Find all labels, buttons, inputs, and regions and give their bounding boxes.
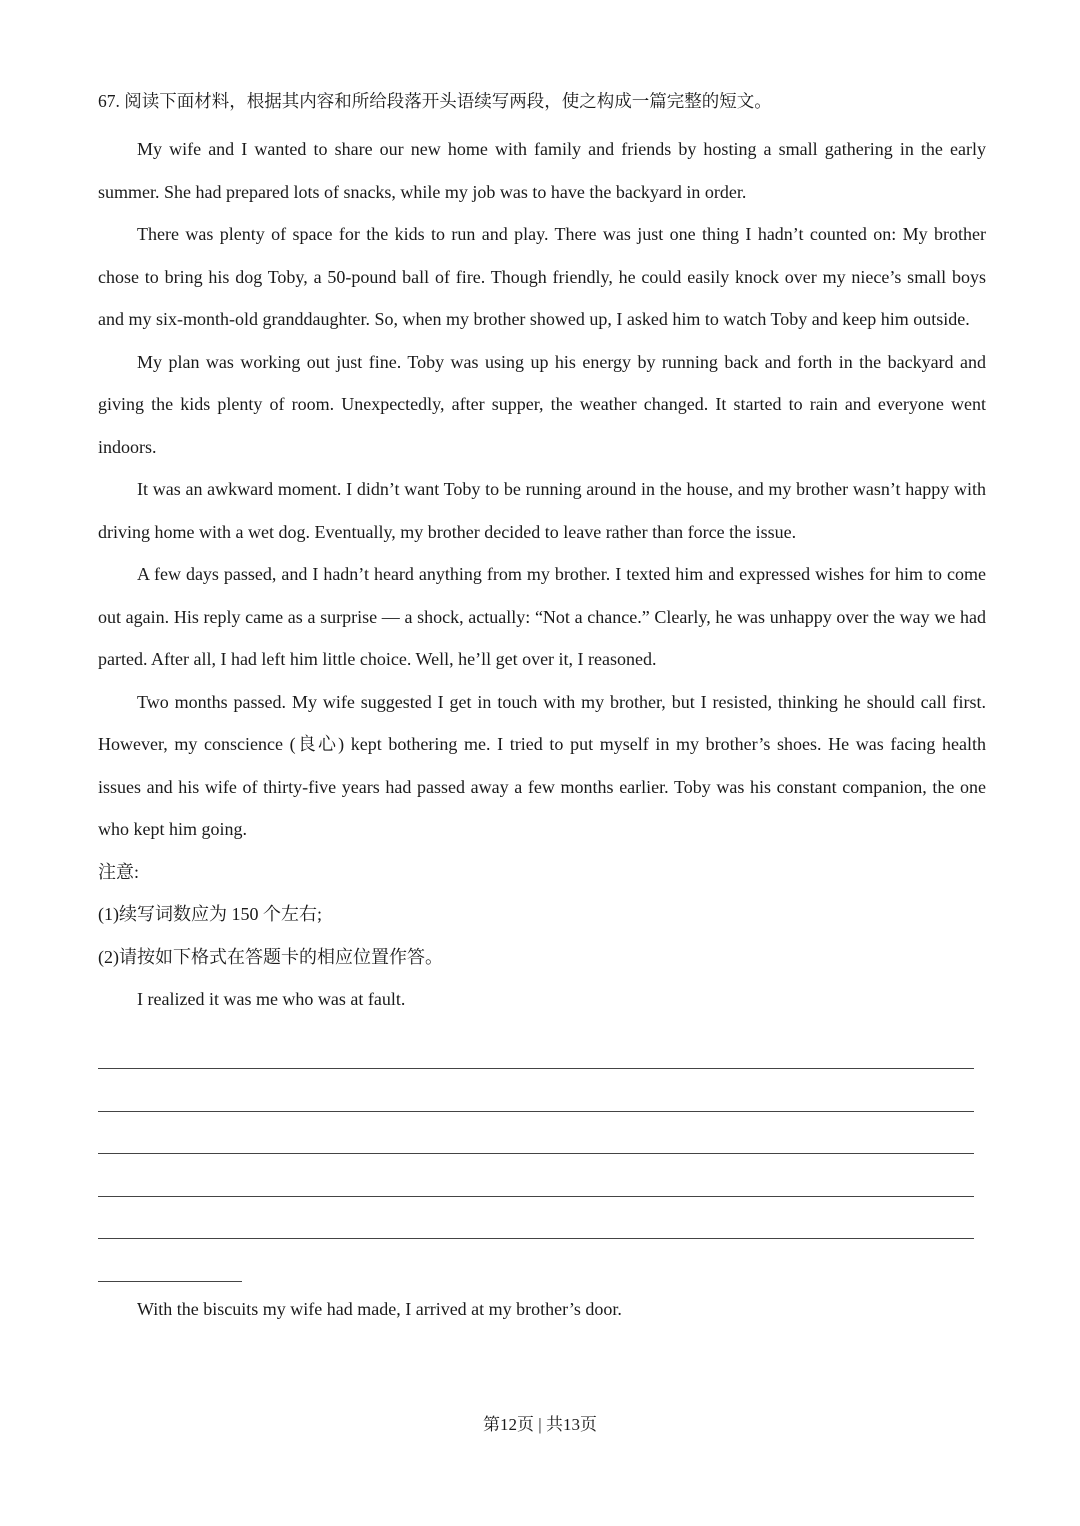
notes-title: 注意: <box>98 861 140 882</box>
passage-paragraph-1: My wife and I wanted to share our new home with family and friends by hosting a small gathering in the early summer. She had prepared lots of snacks, while my job was to have the backyard in order. <box>98 139 986 202</box>
passage-paragraph-2: There was plenty of space for the kids to run and play. There was just one thing I hadn’t counted on: My brother chose to bring his dog Toby, a 50-pound ball of fire. Though friendly, he could easily knock over my niece’s small boys and my six-month-old granddaughter. So, when my brother showed up, I asked him to watch Toby and keep him outside. <box>98 224 986 329</box>
answer-line[interactable] <box>98 1154 974 1197</box>
passage-paragraph-6: Two months passed. My wife suggested I get in touch with my brother, but I resisted, thinking he should call first. However, my conscience (良心) kept bothering me. I tried to put myself in my brother’s shoes. He was facing health issues and his wife of thirty-five years had passed away a few months earlier. Toby was his constant companion, the one who kept him going. <box>98 691 986 839</box>
continuation-prompt-1: I realized it was me who was at fault. <box>137 989 406 1009</box>
passage-paragraph-3: My plan was working out just fine. Toby was using up his energy by running back and forth in the backyard and giving the kids plenty of room. Unexpectedly, after supper, the weather changed. It started to rain and everyone went indoors. <box>98 351 986 457</box>
answer-line[interactable] <box>98 1112 974 1155</box>
answer-line[interactable] <box>98 1069 974 1112</box>
continuation-prompt-2: With the biscuits my wife had made, I arrived at my brother’s door. <box>137 1298 622 1319</box>
answer-lines <box>98 1027 986 1282</box>
note-item-1: (1)续写词数应为 150 个左右; <box>98 904 322 924</box>
passage-paragraph-5: A few days passed, and I hadn’t heard anything from my brother. I texted him and expressed wishes for him to come out again. His reply came as a surprise — a shock, actually: “Not a chance.” Clearly, he was unhappy over the way we had parted. After all, I had left him little choice. Well, he’ll get over it, I reasoned. <box>98 564 986 669</box>
note-item-2: (2)请按如下格式在答题卡的相应位置作答。 <box>98 946 443 967</box>
page-footer: 第12页 | 共13页 <box>483 1415 597 1434</box>
answer-line[interactable] <box>98 1197 974 1240</box>
answer-line[interactable] <box>98 1027 974 1070</box>
question-title: 67. 阅读下面材料，根据其内容和所给段落开头语续写两段，使之构成一篇完整的短文。 <box>98 91 772 111</box>
answer-line-short[interactable] <box>98 1239 242 1282</box>
exam-page <box>98 86 986 1330</box>
passage-paragraph-4: It was an awkward moment. I didn’t want Toby to be running around in the house, and my brother wasn’t happy with driving home with a wet dog. Eventually, my brother decided to leave rather than force the issue. <box>98 479 986 542</box>
